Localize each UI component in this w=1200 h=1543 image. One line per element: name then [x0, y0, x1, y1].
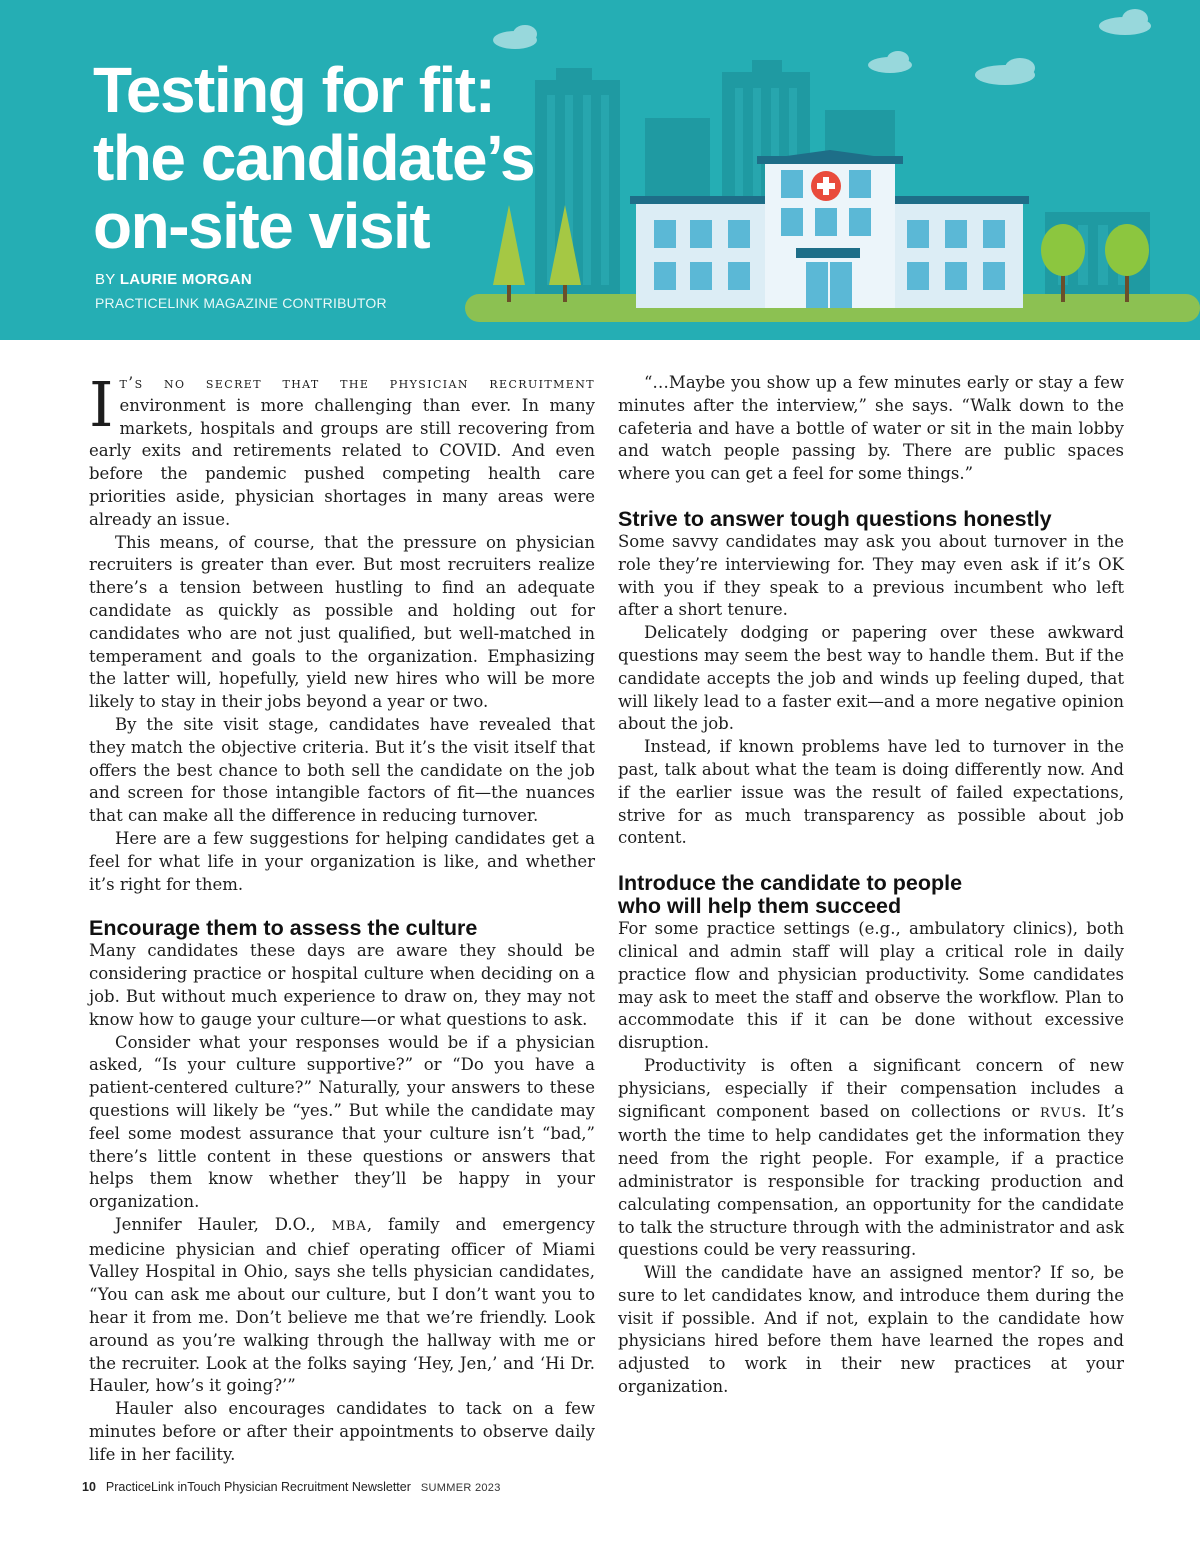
- body-paragraph: Here are a few suggestions for helping candidates get a feel for what life in your organization is like, and whether it’s right for them.: [89, 828, 595, 894]
- article-column-left: [89, 368, 595, 1467]
- body-paragraph: “…Maybe you show up a few minutes early or stay a few minutes after the interview,” she says. “Walk down to the cafeteria and have a bottle of water or sit in the main lobby and watch people passing by. There are public spaces where you can get a feel for some things.”: [618, 373, 1124, 484]
- body-paragraph: This means, of course, that the pressure on physician recruiters is greater than ever. But most recruiters realize there’s a tension between hustling to find an adequate candidate as quickly as possible and holding out for candidates who are not just qualified, but well-matched in temperament and goals to the organization. Emphasizing the latter will, hopefully, yield new hires who will be more likely to stay in their jobs beyond a year or two.: [89, 532, 595, 712]
- byline-prefix: BY: [95, 271, 116, 288]
- body-paragraph: Jennifer Hauler, D.O., MBA, family and emergency medicine physician and chief operating officer of Miami Valley Hospital in Ohio, says she tells physician candidates, “You can ask me about our culture, but I don’t want you to hear it from me. Don’t believe me that we’re friendly. Look around as you’re walking through the hallway with me or the recruiter. Look at the folks saying ‘Hey, Jen,’ and ‘Hi Dr. Hauler, how’s it going?’”: [89, 1214, 595, 1396]
- page-footer: [82, 1480, 501, 1494]
- body-paragraph: Instead, if known problems have led to turnover in the past, talk about what the team is doing differently now. And if the earlier issue was the result of failed expectations, strive for as much transparency as possible about job content.: [618, 737, 1124, 848]
- title-line: on-site visit: [93, 190, 430, 262]
- body-paragraph: Consider what your responses would be if a physician asked, “Is your culture supportive?” or “Do you have a patient-centered culture?” Naturally, your answers to these questions will likely be “yes.” But while the candidate may feel some modest assurance that your culture isn’t “bad,” there’s little content in these questions or answers that helps them know whether they’ll be happy in your organization.: [89, 1032, 595, 1212]
- body-paragraph: By the site visit stage, candidates have revealed that they match the objective criteria. But it’s the visit itself that offers the best chance to both sell the candidate on the job and screen for those intangible factors of fit—the nuances that can make all the difference in reducing turnover.: [89, 714, 595, 826]
- title-line: the candidate’s: [93, 122, 535, 194]
- issue-date: SUMMER 2023: [420, 1482, 501, 1494]
- author-role: PRACTICELINK MAGAZINE CONTRIBUTOR: [95, 295, 387, 311]
- hospital-right-wing: [883, 200, 1023, 308]
- intro-paragraph: It’s no secret that the physician recruitment environment is more challenging than ever. In many markets, hospitals and groups are still recovering from early exits and retirements related to COVID. And even before the pandemic pushed competing health care priorities aside, physician shortages in many areas were already an issue.: [89, 368, 595, 529]
- page-title: [93, 56, 534, 260]
- body-paragraph: Productivity is often a significant concern of new physicians, especially if their compensation includes a significant component based on collections or RVUs. It’s worth the time to help candidates get the information they need from the right people. For example, if a practice administrator is responsible for tracking production and calculating compensation, an opportunity for the candidate to talk the structure through with the administrator and ask questions could be very reassuring.: [618, 1055, 1125, 1260]
- abbreviation: MBA: [331, 1218, 367, 1234]
- body-paragraph: Delicately dodging or papering over these awkward questions may seem the best way to handle them. But if the candidate accepts the job and winds up feeling duped, that will likely lead to a faster exit—and a more negative opinion about the job.: [618, 623, 1124, 734]
- drop-cap: I: [89, 368, 114, 441]
- lead-in: t’s no secret that the physician recruitment: [119, 374, 595, 392]
- body-paragraph: Some savvy candidates may ask you about turnover in the role they’re interviewing for. They may even ask if it’s OK with you if they speak to a previous incumbent who left after a short tenure.: [618, 531, 1124, 620]
- publication-name: PracticeLink inTouch Physician Recruitment Newsletter: [105, 1480, 411, 1494]
- article-column-right: [618, 372, 1124, 1399]
- section-heading: Encourage them to assess the culture: [89, 916, 478, 941]
- abbreviation: RVU: [1040, 1105, 1073, 1121]
- header-banner: [0, 0, 1200, 340]
- body-paragraph: Hauler also encourages candidates to tack on a few minutes before or after their appointments to observe daily life in her facility.: [89, 1399, 595, 1464]
- hospital-left-wing: [636, 200, 776, 308]
- section-heading: Strive to answer tough questions honestly: [618, 506, 1052, 531]
- section-heading: Introduce the candidate to people who will help them succeed: [618, 871, 963, 919]
- byline: [95, 271, 252, 288]
- body-paragraph: For some practice settings (e.g., ambulatory clinics), both clinical and admin staff will play a critical role in daily practice flow and physician productivity. Some candidates may ask to meet the staff and observe the workflow. Plan to accommodate this if it can be done without excessive disruption.: [618, 919, 1124, 1053]
- title-line: Testing for fit:: [93, 54, 495, 126]
- page-number: 10: [82, 1480, 96, 1494]
- author-name: LAURIE MORGAN: [119, 271, 253, 288]
- body-paragraph: Many candidates these days are aware they should be considering practice or hospital culture when deciding on a job. But without much experience to draw on, they may not know how to gauge your culture—or what questions to ask.: [89, 941, 595, 1029]
- body-paragraph: Will the candidate have an assigned mentor? If so, be sure to let candidates know, and introduce them during the visit if possible. And if not, explain to the candidate how physicians hired before them have learned the ropes and adjusted to work in their new practices at your organization.: [618, 1263, 1124, 1397]
